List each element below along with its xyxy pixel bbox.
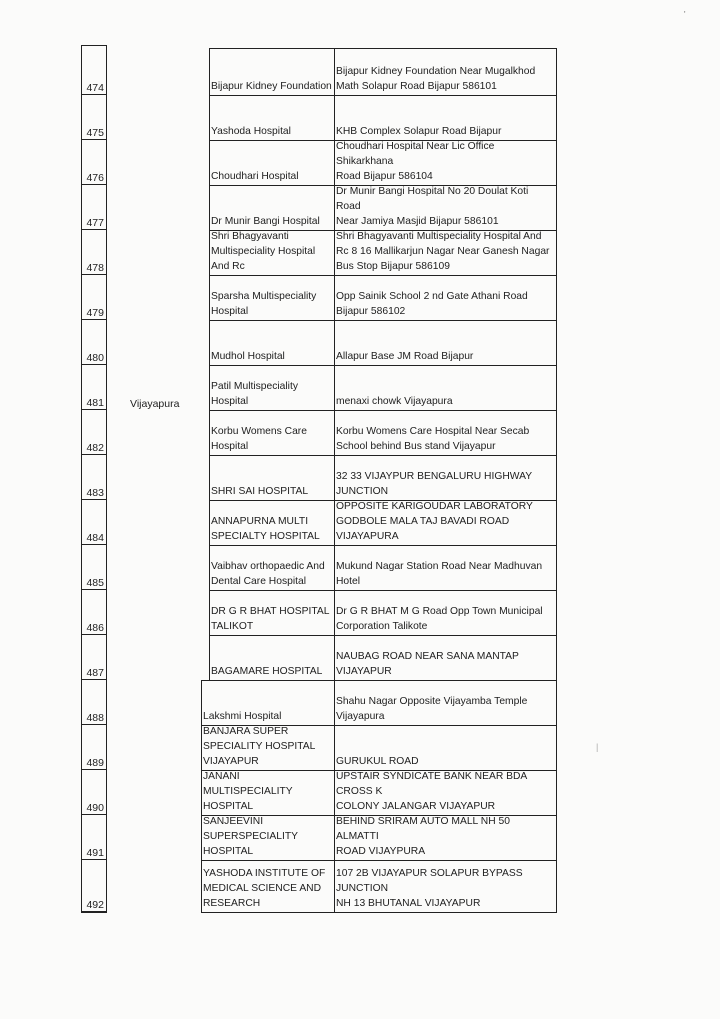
hospital-address: Choudhari Hospital Near Lic Office Shikarkhana Road Bijapur 586104: [336, 141, 495, 182]
table-border-right: [556, 275, 557, 320]
hospital-address-cell: [334, 95, 556, 140]
table-divider: [334, 140, 335, 185]
hospital-name-cell: [201, 725, 334, 770]
serial-number: [81, 185, 107, 230]
table-border-left: [209, 230, 210, 275]
hospital-address: Shri Bhagyavanti Multispeciality Hospital And Rc 8 16 Mallikarjun Nagar Near Ganesh Nagar Bus Stop Bijapur 586109: [336, 231, 550, 272]
hospital-name: Sparsha Multispeciality Hospital: [211, 291, 317, 317]
hospital-address-cell: [334, 680, 556, 725]
district-label: Vijayapura: [130, 398, 180, 410]
hospital-address: BEHIND SRIRAM AUTO MALL NH 50 ALMATTI ROAD VIJAYPURA: [336, 816, 510, 857]
hospital-address: Allapur Base JM Road Bijapur: [336, 351, 474, 362]
table-border-right: [556, 590, 557, 635]
serial-number-text: 483: [86, 487, 104, 499]
serial-number: [81, 545, 107, 590]
hospital-name-cell: [209, 545, 334, 590]
table-border-right: [556, 455, 557, 500]
hospital-name: Shri Bhagyavanti Multispeciality Hospital And Rc: [211, 231, 316, 272]
serial-number: [81, 770, 107, 815]
hospital-name: JANANI MULTISPECIALITY HOSPITAL: [203, 771, 293, 812]
hospital-name: Choudhari Hospital: [211, 171, 299, 182]
hospital-name: Lakshmi Hospital: [203, 711, 282, 722]
table-divider: [334, 815, 335, 860]
serial-number: [81, 140, 107, 185]
serial-number: [81, 815, 107, 860]
table-border-right: [556, 230, 557, 275]
hospital-address: Shahu Nagar Opposite Vijayamba Temple Vijayapura: [336, 696, 528, 722]
table-border-left: [209, 590, 210, 635]
serial-number: [81, 275, 107, 320]
table-border-right: [556, 770, 557, 815]
hospital-name: Bijapur Kidney Foundation: [211, 81, 332, 92]
hospital-address: menaxi chowk Vijayapura: [336, 396, 453, 407]
hospital-name-cell: [209, 365, 334, 410]
hospital-name-cell: [209, 140, 334, 185]
hospital-address-cell: [334, 140, 556, 185]
table-divider: [334, 48, 335, 95]
table-divider: [334, 635, 335, 680]
hospital-address: Korbu Womens Care Hospital Near Secab School behind Bus stand Vijayapur: [336, 426, 530, 452]
table-divider: [334, 275, 335, 320]
table-divider: [334, 545, 335, 590]
hospital-address: UPSTAIR SYNDICATE BANK NEAR BDA CROSS K COLONY JALANGAR VIJAYAPUR: [336, 771, 527, 812]
table-divider: [334, 320, 335, 365]
hospital-address-cell: [334, 590, 556, 635]
hospital-address-cell: [334, 545, 556, 590]
hospital-name-cell: [209, 590, 334, 635]
hospital-name: BANJARA SUPER SPECIALITY HOSPITAL VIJAYAPUR: [203, 726, 316, 767]
serial-number-text: 486: [86, 622, 104, 634]
serial-number-text: 477: [86, 217, 104, 229]
table-border-left: [201, 860, 202, 912]
hospital-address: Opp Sainik School 2 nd Gate Athani Road Bijapur 586102: [336, 291, 528, 317]
table-border-right: [556, 815, 557, 860]
hospital-name-cell: [201, 860, 334, 912]
serial-number: [81, 590, 107, 635]
table-border-right: [556, 365, 557, 410]
serial-number: [81, 725, 107, 770]
table-divider: [334, 590, 335, 635]
table-divider: [334, 725, 335, 770]
serial-number-text: 489: [86, 757, 104, 769]
table-border-left: [209, 275, 210, 320]
hospital-address-cell: [334, 320, 556, 365]
hospital-address: GURUKUL ROAD: [336, 756, 419, 767]
hospital-address: 32 33 VIJAYPUR BENGALURU HIGHWAY JUNCTION: [336, 471, 533, 497]
table-divider: [334, 770, 335, 815]
hospital-name-cell: [201, 815, 334, 860]
table-border-right: [556, 500, 557, 545]
table-border-right: [556, 410, 557, 455]
hospital-name: Korbu Womens Care Hospital: [211, 426, 307, 452]
table-border-right: [556, 725, 557, 770]
serial-number-text: 475: [86, 127, 104, 139]
serial-number-text: 480: [86, 352, 104, 364]
hospital-name-cell: [209, 500, 334, 545]
table-border-left: [209, 500, 210, 545]
hospital-address: Dr Munir Bangi Hospital No 20 Doulat Koti Road Near Jamiya Masjid Bijapur 586101: [336, 186, 529, 227]
serial-number: [81, 365, 107, 410]
table-border-left: [209, 140, 210, 185]
hospital-name-cell: [209, 230, 334, 275]
hospital-address-cell: [334, 500, 556, 545]
hospital-name-cell: [209, 185, 334, 230]
hospital-address-cell: [334, 860, 556, 912]
hospital-name: Vaibhav orthopaedic And Dental Care Hospital: [211, 561, 325, 587]
hospital-name-cell: [209, 95, 334, 140]
hospital-name-cell: [209, 410, 334, 455]
table-border-left: [209, 95, 210, 140]
hospital-address-cell: [334, 410, 556, 455]
serial-number-text: 484: [86, 532, 104, 544]
serial-number: [81, 455, 107, 500]
hospital-address-cell: [334, 455, 556, 500]
table-divider: [334, 230, 335, 275]
scan-mark: ': [684, 10, 686, 19]
serial-number-text: 487: [86, 667, 104, 679]
serial-number: [81, 230, 107, 275]
hospital-name: YASHODA INSTITUTE OF MEDICAL SCIENCE AND RESEARCH: [203, 868, 326, 909]
table-border-left: [209, 185, 210, 230]
serial-number-text: 491: [86, 847, 104, 859]
hospital-address-cell: [334, 275, 556, 320]
hospital-name-cell: [209, 455, 334, 500]
hospital-name: SHRI SAI HOSPITAL: [211, 486, 309, 497]
hospital-address-cell: [334, 48, 556, 95]
hospital-address-cell: [334, 230, 556, 275]
table-border-right: [556, 320, 557, 365]
table-border-left: [201, 680, 202, 725]
table-border-left: [209, 410, 210, 455]
hospital-name: Dr Munir Bangi Hospital: [211, 216, 320, 227]
hospital-name: Yashoda Hospital: [211, 126, 291, 137]
hospital-name: SANJEEVINI SUPERSPECIALITY HOSPITAL: [203, 816, 298, 857]
table-border-left: [209, 320, 210, 365]
hospital-address: NAUBAG ROAD NEAR SANA MANTAP VIJAYAPUR: [336, 651, 519, 677]
table-border-left: [209, 545, 210, 590]
hospital-address-cell: [334, 725, 556, 770]
serial-number-text: 474: [86, 82, 104, 94]
serial-number: [81, 500, 107, 545]
hospital-name: ANNAPURNA MULTI SPECIALTY HOSPITAL: [211, 516, 320, 542]
table-divider: [334, 410, 335, 455]
table-border-left: [209, 635, 210, 680]
hospital-address: 107 2B VIJAYAPUR SOLAPUR BYPASS JUNCTION NH 13 BHUTANAL VIJAYAPUR: [336, 868, 523, 909]
serial-number-text: 485: [86, 577, 104, 589]
serial-number-text: 479: [86, 307, 104, 319]
hospital-name-cell: [201, 770, 334, 815]
table-border-left: [201, 815, 202, 860]
table-border-left: [209, 48, 210, 95]
hospital-address-cell: [334, 635, 556, 680]
table-border-right: [556, 95, 557, 140]
scan-mark: |: [596, 742, 599, 752]
table-border-right: [556, 185, 557, 230]
table-divider: [334, 680, 335, 725]
table-divider: [334, 860, 335, 912]
hospital-address: OPPOSITE KARIGOUDAR LABORATORY GODBOLE MALA TAJ BAVADI ROAD VIJAYAPURA: [336, 501, 533, 542]
table-border-left: [201, 725, 202, 770]
hospital-name-cell: [209, 635, 334, 680]
hospital-address-cell: [334, 815, 556, 860]
table-border-right: [556, 635, 557, 680]
hospital-address: KHB Complex Solapur Road Bijapur: [336, 126, 502, 137]
hospital-name-cell: [209, 320, 334, 365]
table-border-right: [556, 545, 557, 590]
hospital-name: Mudhol Hospital: [211, 351, 285, 362]
serial-number: [81, 860, 107, 912]
hospital-name: DR G R BHAT HOSPITAL TALIKOT: [211, 606, 330, 632]
hospital-address-cell: [334, 185, 556, 230]
table-divider: [334, 185, 335, 230]
serial-number: [81, 48, 107, 95]
serial-number-text: 492: [86, 899, 104, 911]
serial-number: [81, 95, 107, 140]
hospital-name-cell: [201, 680, 334, 725]
table-border-left: [209, 455, 210, 500]
serial-number-text: 481: [86, 397, 104, 409]
table-divider: [334, 95, 335, 140]
table-divider: [334, 365, 335, 410]
table-border-right: [556, 680, 557, 725]
row-separator: [201, 912, 557, 913]
table-border-right: [556, 140, 557, 185]
serial-number-text: 478: [86, 262, 104, 274]
hospital-address: Dr G R BHAT M G Road Opp Town Municipal Corporation Talikote: [336, 606, 543, 632]
serial-number-text: 490: [86, 802, 104, 814]
table-border-left: [209, 365, 210, 410]
serial-number: [81, 680, 107, 725]
serial-number: [81, 410, 107, 455]
table-divider: [334, 500, 335, 545]
hospital-name: Patil Multispeciality Hospital: [211, 381, 298, 407]
hospital-address-cell: [334, 365, 556, 410]
serial-number: [81, 635, 107, 680]
hospital-name-cell: [209, 48, 334, 95]
hospital-address-cell: [334, 770, 556, 815]
serial-number-text: 476: [86, 172, 104, 184]
table-border-left: [201, 770, 202, 815]
hospital-address: Mukund Nagar Station Road Near Madhuvan Hotel: [336, 561, 543, 587]
table-border-right: [556, 860, 557, 912]
hospital-name-cell: [209, 275, 334, 320]
serial-number-text: 482: [86, 442, 104, 454]
table-divider: [334, 455, 335, 500]
serial-number: [81, 320, 107, 365]
serial-number-text: 488: [86, 712, 104, 724]
hospital-name: BAGAMARE HOSPITAL: [211, 666, 323, 677]
hospital-address: Bijapur Kidney Foundation Near Mugalkhod Math Solapur Road Bijapur 586101: [336, 66, 536, 92]
table-border-right: [556, 48, 557, 95]
